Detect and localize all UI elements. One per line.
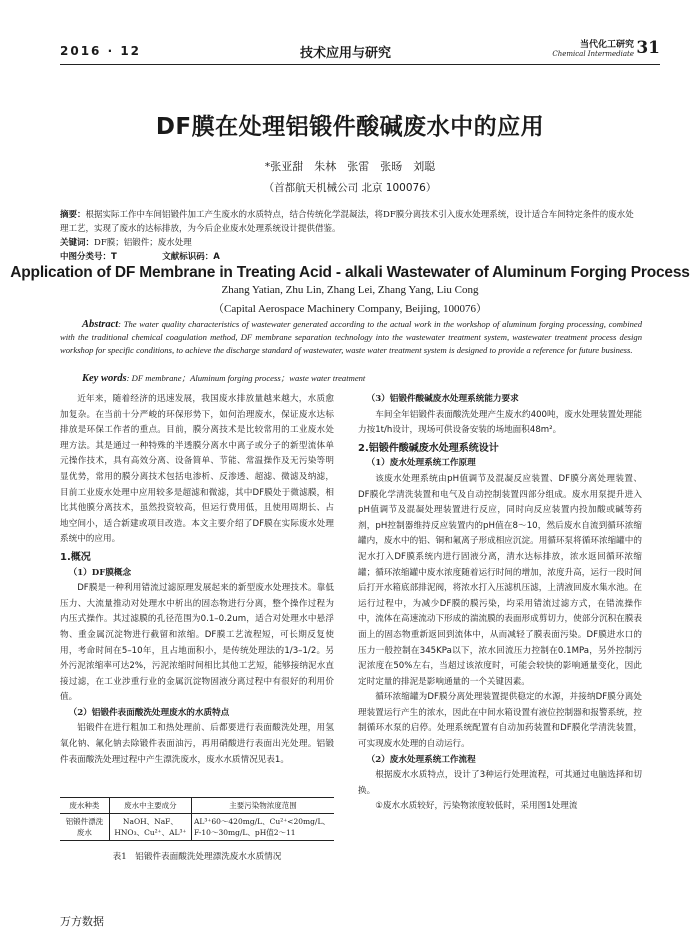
journal-name-cn: 当代化工研究	[579, 40, 634, 50]
keywords-en-text: : DF membrane；Aluminum forging process；waste water treatment	[126, 373, 366, 383]
paragraph-df-concept: DF膜是一种利用错流过滤原理发展起来的新型废水处理技术。靠低压力、大流量推动对处理水中析出的固态物进行分离，整个操作过程为内压式操作。其过滤膜的孔径范围为0.1–0.2um，适合对处理水中悬浮物、重金属沉淀物进行截留和浓缩。DF膜工艺流程短，可长期反复使用，考命时间在5–10年，且占地面积小，是传统处理法的1/3–1/2。另外污泥浓缩率可达2%，污泥浓缩时间相比其他工艺短，能够接纳泥水直接过滤，在工业涉重行业的金属沉淀物固液分离过程中有很好的利用价值。	[60, 583, 334, 703]
abstract-text: 根据实际工作中车间铝锻件加工产生废水的水质特点，结合传统化学混凝法，将DF膜分离技术引入废水处理系统，设计适合车间特定条件的废水处理工艺，实现了废水的达标排放，为今后企业废水处理系统设计提供借鉴。	[60, 210, 634, 234]
abstract-en-text: : The water quality characteristics of wastewater generated according to the actual work in the workshop of aluminum forging processing, combined with the traditional chemical coagulation method, DF membrane separation technology into the wastewater treatment system, wastewater treatment process design workshop for specific conditions, to achieve the discharge standard of wastewater, waste water treatment system is designed to provide a reference for future business.	[60, 319, 642, 356]
section-2-heading: 2.铝锻件酸碱废水处理系统设计	[358, 442, 499, 454]
subsection-1-1-heading: （1）DF膜概念	[68, 567, 132, 578]
keywords-text: DF膜；铝锻件；废水处理	[94, 238, 192, 248]
section-label: 技术应用与研究	[300, 46, 392, 61]
table-1	[60, 797, 334, 841]
affiliation-cn: （首都航天机械公司 北京 100076）	[263, 182, 437, 194]
keywords-label: 关键词：	[60, 238, 95, 248]
table-row	[60, 814, 334, 841]
paragraph-water-quality: 铝锻件在进行粗加工和热处理前、后都要进行表面酸洗处理，用氢氧化钠、氟化钠去除锻件表面油污，再用硝酸进行表面出光处理。铝锻件表面酸洗处理过程中产生漂洗废水，废水水质情况见表1。	[60, 723, 334, 765]
paragraph-flow-1: ①废水水质较好，污染物浓度较低时，采用图1处理流	[375, 801, 578, 812]
keywords-en-label: Key words	[82, 373, 127, 384]
keywords-en	[82, 372, 365, 384]
table-cell-concentration: AL³⁺60～420mg/L、Cu²⁺<20mg/L、F-10～30mg/L、pH值2～11	[192, 814, 335, 841]
left-column	[60, 392, 334, 768]
affiliation-en: （Capital Aerospace Machinery Company, Beijing, 100076）	[213, 303, 487, 315]
table-cell-type: 铝锻件漂洗废水	[65, 817, 104, 837]
abstract-en	[60, 318, 642, 358]
intro-paragraph: 近年来，随着经济的迅速发展，我国废水排放量越来越大，水质愈加复杂。在当前十分严峻的环保形势下，如何治理废水，保证废水达标排放是环保工作者的重点。目前，膜分离技术是比较常用的工业废水处理方法。其是通过一种特殊的半透膜分离水中离子或分子的新型流体单元操作技术，具有高效分离、设备简单、节能、常温操作及无污染等明显优势，常用的膜分离技术包括电渗析、反渗透、超滤、微滤及纳滤，目前工业废水处理中应用较多是超滤和微滤，其中DF膜处于微滤膜，相比其他膜分离技术，虽然投资较高，但运行费用低，且使用周期长、占地空间小，适合新建或项目改造。本文主要介绍了DF膜在实际废水处理系统中的应用。	[60, 394, 334, 545]
footer-source: 万方数据	[60, 915, 104, 928]
table-cell-components: NaOH、NaF、HNO₃、Cu²⁺、AL³⁺	[109, 814, 191, 841]
subsection-1-3-heading: （3）铝锻件酸碱废水处理系统能力要求	[366, 394, 519, 404]
abstract-en-label: Abstract	[82, 319, 119, 330]
issue-label: 2016 · 12	[60, 44, 142, 58]
doc-value: A	[213, 252, 220, 262]
class-label: 中图分类号：	[60, 252, 112, 262]
article-title-en: Application of DF Membrane in Treating Acid - alkali Wastewater of Aluminum Forging Process	[10, 264, 690, 281]
doc-label: 文献标识码：	[162, 252, 214, 262]
right-column	[358, 392, 642, 815]
table-header-components: 废水中主要成分	[109, 798, 191, 814]
journal-logo	[552, 40, 634, 59]
journal-name-en: Chemical Intermediate	[552, 50, 634, 58]
article-title-cn: DF膜在处理铝锻件酸碱废水中的应用	[155, 114, 545, 140]
header-rule	[60, 64, 660, 65]
authors-cn: *张亚甜 朱林 张雷 张旸 刘聪	[264, 160, 436, 173]
paragraph-tank: 循环浓缩罐为DF膜分离处理装置提供稳定的水源，并接纳DF膜分离处理装置运行产生的浓水，因此在中间水箱设置有液位控制器和报警系统，控制循环水泵的启停。处理系统配置有自动加药装置和DF膜化学清洗装置，可实现废水处理的自动运行。	[358, 692, 642, 750]
table-header-type: 废水种类	[60, 798, 109, 814]
paragraph-capacity: 车间全年铝锻件表面酸洗处理产生废水约400吨，废水处理装置处理能力按1t/h设计，现场可供设备安装的场地面积48m²。	[358, 409, 642, 436]
abstract-label: 摘要：	[60, 210, 86, 220]
section-1-heading: 1.概况	[60, 551, 91, 563]
table-caption: 表1 铝锻件表面酸洗处理漂洗废水水质情况	[112, 852, 282, 862]
authors-en: Zhang Yatian, Zhu Lin, Zhang Lei, Zhang Yang, Liu Cong	[221, 284, 479, 296]
subsection-2-2-heading: （2）废水处理系统工作流程	[366, 754, 476, 765]
paragraph-principle: 该废水处理系统由pH值调节及混凝反应装置、DF膜分离处理装置、DF膜化学清洗装置和电气及自动控制装置四部分组成。废水用泵提升进入pH值调节及混凝处理装置进行反应，同时向反应装置内投加酸或碱等药剂，pH控制器维持反应装置内的pH值在8～10，然后废水自流到循环浓缩罐内，废水中的铝、铜和氟离子形成相应沉淀。用循环泵将循环浓缩罐中的泥水打入DF膜系统内进行固液分离，清水达标排放，浓水返回循环浓缩罐；循环浓缩罐中废水浓度随着运行时间的增加，浓度升高，运行一段时间后打开水箱底部排泥阀，将浓水打入压滤机压滤，上清液回废水集水池。在运行过程中，为减少DF膜的膜污染，均采用错流过滤方式，在错流操作中，流体在高速流动下形成的湍流膜的表面形成剪切力，使部分沉积在膜表面上的固态物重新返回到流体中，从而减轻了膜表面污染。DF膜进水口的压力一般控制在345KPa以下，浓水回流压力控制在0.1MPa，另外控制污泥浓度在50%左右，当超过该浓度时，可能会较快的影响通量变化，因此定时定量的排泥是影响通量的一个关键因素。	[358, 473, 642, 687]
table-header-concentration: 主要污染物浓度范围	[192, 798, 335, 814]
page-number: 31	[636, 38, 660, 58]
paragraph-flow: 根据废水水质特点，设计了3种运行处理流程，可其通过电脑选择和切换。	[358, 770, 642, 796]
abstract-cn	[60, 208, 642, 264]
class-value: T	[111, 252, 117, 262]
subsection-2-1-heading: （1）废水处理系统工作原理	[366, 458, 476, 469]
subsection-1-2-heading: （2）铝锻件表面酸洗处理废水的水质特点	[68, 707, 230, 718]
